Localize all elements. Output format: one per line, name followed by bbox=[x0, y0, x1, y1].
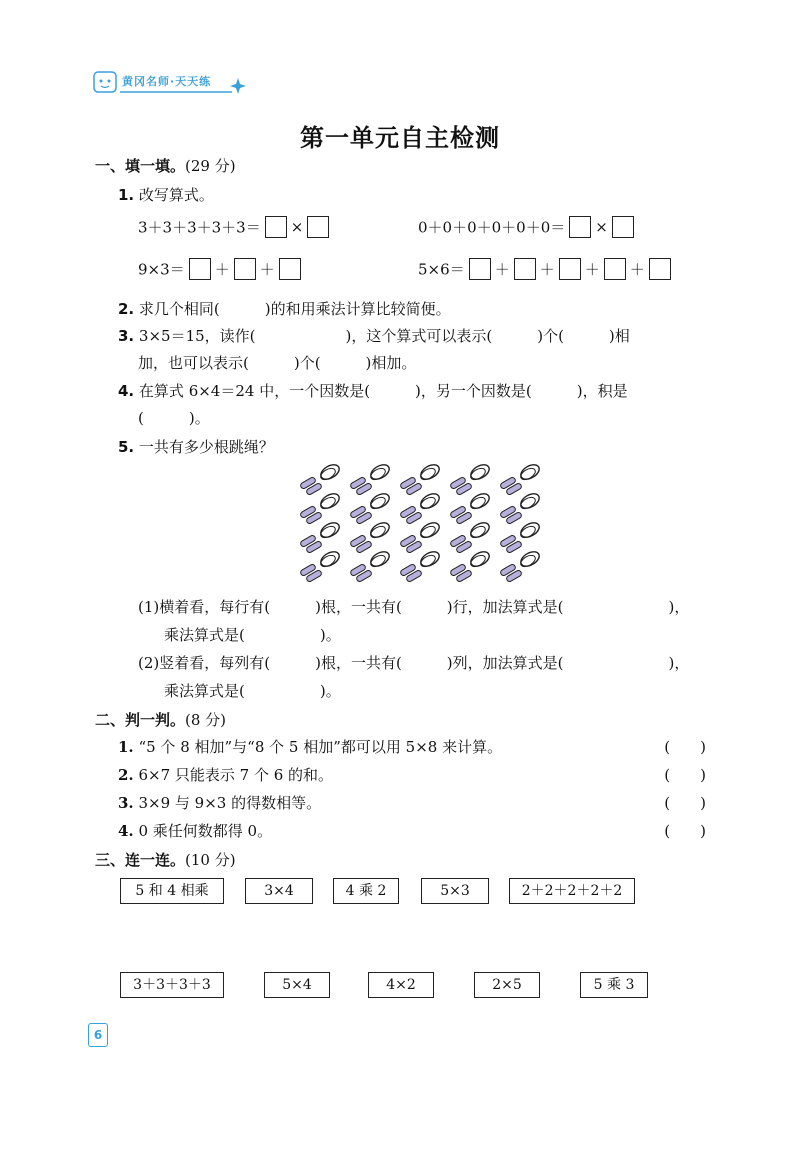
jump-ropes-illustration bbox=[296, 462, 550, 586]
q5-part2-line1: (2)竖着看，每列有( )根，一共有( )列，加法算式是( )， bbox=[138, 654, 690, 672]
brand-header bbox=[92, 70, 248, 98]
jump-rope-icon bbox=[400, 462, 442, 496]
jump-rope-icon bbox=[300, 491, 342, 525]
q1-expr-3 bbox=[138, 258, 305, 280]
plus-sign: ＋ bbox=[494, 260, 510, 279]
q4-text-line1: 在算式 6×4＝24 中，一个因数是( )，另一个因数是( )，积是 bbox=[138, 382, 628, 400]
judge-answer-paren[interactable]: ( ) bbox=[664, 822, 706, 840]
page-title: 第一单元自主检测 bbox=[300, 124, 500, 152]
judge-answer-paren[interactable]: ( ) bbox=[664, 766, 706, 784]
plus-sign: ＋ bbox=[214, 260, 230, 279]
answer-box[interactable] bbox=[649, 258, 671, 280]
jump-rope-icon bbox=[350, 549, 392, 583]
section2-points: (8 分) bbox=[185, 711, 227, 729]
plus-sign: ＋ bbox=[584, 260, 600, 279]
section2-heading bbox=[95, 709, 226, 730]
jump-rope-icon bbox=[350, 520, 392, 554]
answer-box[interactable] bbox=[569, 216, 591, 238]
q4-number: 4. bbox=[118, 382, 135, 400]
q3-number: 3. bbox=[118, 327, 135, 345]
section3-heading bbox=[95, 849, 236, 870]
section3-title: 三、连一连。 bbox=[95, 851, 186, 869]
times-sign: × bbox=[595, 218, 608, 236]
match-card-bottom[interactable]: 5 乘 3 bbox=[580, 972, 648, 998]
jump-rope-icon bbox=[450, 491, 492, 525]
q5-part2-line2: 乘法算式是( )。 bbox=[164, 682, 341, 700]
jump-rope-icon bbox=[350, 491, 392, 525]
jump-rope-icon bbox=[450, 549, 492, 583]
judge-answer-paren[interactable]: ( ) bbox=[664, 738, 706, 756]
answer-box[interactable] bbox=[604, 258, 626, 280]
q1-text: 改写算式。 bbox=[138, 186, 214, 204]
judge-item bbox=[118, 764, 706, 785]
match-card-top[interactable]: 2＋2＋2＋2＋2 bbox=[509, 878, 635, 904]
jump-rope-icon bbox=[400, 549, 442, 583]
judge-number: 2. bbox=[118, 766, 134, 784]
q1-expr-2 bbox=[418, 216, 638, 238]
judge-number: 3. bbox=[118, 794, 134, 812]
q2-text: 求几个相同( )的和用乘法计算比较简便。 bbox=[138, 300, 451, 318]
answer-box[interactable] bbox=[514, 258, 536, 280]
q5-part1-line1: (1)横着看，每行有( )根，一共有( )行，加法算式是( )， bbox=[138, 598, 690, 616]
q2-number: 2. bbox=[118, 300, 135, 318]
q3-text-line1: 3×5＝15，读作( )，这个算式可以表示( )个( )相 bbox=[138, 327, 630, 345]
q1-expr-4 bbox=[418, 258, 675, 280]
jump-rope-icon bbox=[400, 491, 442, 525]
judge-text: 6×7 只能表示 7 个 6 的和。 bbox=[138, 766, 334, 784]
answer-box[interactable] bbox=[469, 258, 491, 280]
q5-prompt bbox=[118, 436, 274, 457]
expr-3-text: 9×3＝ bbox=[138, 260, 185, 279]
q2 bbox=[118, 298, 451, 319]
brand-text: 黄冈名师·天天练 bbox=[122, 75, 212, 88]
match-card-top[interactable]: 5×3 bbox=[421, 878, 489, 904]
judge-number: 1. bbox=[118, 738, 134, 756]
q3-line2: 加，也可以表示( )个( )相加。 bbox=[138, 354, 417, 372]
section1-points: (29 分) bbox=[185, 157, 236, 175]
match-card-top[interactable]: 4 乘 2 bbox=[333, 878, 399, 904]
match-card-top[interactable]: 5 和 4 相乘 bbox=[120, 878, 224, 904]
jump-rope-icon bbox=[300, 462, 342, 496]
jump-rope-icon bbox=[350, 462, 392, 496]
q1-prompt bbox=[118, 184, 214, 205]
q5-part1-line2: 乘法算式是( )。 bbox=[164, 626, 341, 644]
jump-rope-icon bbox=[400, 520, 442, 554]
q5-number: 5. bbox=[118, 438, 135, 456]
answer-box[interactable] bbox=[265, 216, 287, 238]
jump-rope-icon bbox=[500, 549, 542, 583]
jump-rope-icon bbox=[500, 491, 542, 525]
jump-rope-icon bbox=[300, 520, 342, 554]
match-card-top[interactable]: 3×4 bbox=[245, 878, 313, 904]
judge-text: “5 个 8 相加”与“8 个 5 相加”都可以用 5×8 来计算。 bbox=[138, 738, 503, 756]
judge-number: 4. bbox=[118, 822, 134, 840]
answer-box[interactable] bbox=[234, 258, 256, 280]
expr-2-text: 0＋0＋0＋0＋0＋0＝ bbox=[418, 218, 566, 237]
plus-sign: ＋ bbox=[539, 260, 555, 279]
q4-line1 bbox=[118, 380, 628, 401]
answer-box[interactable] bbox=[612, 216, 634, 238]
jump-rope-icon bbox=[450, 520, 492, 554]
q1-expr-1 bbox=[138, 216, 333, 238]
answer-box[interactable] bbox=[189, 258, 211, 280]
judge-text: 3×9 与 9×3 的得数相等。 bbox=[138, 794, 322, 812]
section1-heading bbox=[95, 155, 236, 176]
judge-item bbox=[118, 820, 706, 841]
match-card-bottom[interactable]: 2×5 bbox=[474, 972, 540, 998]
plus-sign: ＋ bbox=[629, 260, 645, 279]
q4-line2: ( )。 bbox=[138, 409, 210, 427]
expr-1-text: 3＋3＋3＋3＋3＝ bbox=[138, 218, 261, 237]
q3-line1 bbox=[118, 325, 630, 346]
judge-answer-paren[interactable]: ( ) bbox=[664, 794, 706, 812]
expr-4-text: 5×6＝ bbox=[418, 260, 465, 279]
section2-title: 二、判一判。 bbox=[95, 711, 186, 729]
q5-text: 一共有多少根跳绳？ bbox=[138, 438, 274, 456]
section1-title: 一、填一填。 bbox=[95, 157, 186, 175]
times-sign: × bbox=[290, 218, 304, 236]
page-number: 6 bbox=[88, 1023, 108, 1047]
jump-rope-icon bbox=[300, 549, 342, 583]
plus-sign: ＋ bbox=[259, 260, 275, 279]
judge-item bbox=[118, 736, 706, 757]
match-card-bottom[interactable]: 4×2 bbox=[368, 972, 434, 998]
q1-number: 1. bbox=[118, 186, 135, 204]
answer-box[interactable] bbox=[307, 216, 329, 238]
answer-box[interactable] bbox=[559, 258, 581, 280]
judge-text: 0 乘任何数都得 0。 bbox=[138, 822, 273, 840]
section3-points: (10 分) bbox=[185, 851, 236, 869]
judge-item bbox=[118, 792, 706, 813]
answer-box[interactable] bbox=[279, 258, 301, 280]
jump-rope-icon bbox=[450, 462, 492, 496]
jump-rope-icon bbox=[500, 520, 542, 554]
jump-rope-icon bbox=[500, 462, 542, 496]
match-card-bottom[interactable]: 5×4 bbox=[264, 972, 330, 998]
match-card-bottom[interactable]: 3＋3＋3＋3 bbox=[120, 972, 224, 998]
